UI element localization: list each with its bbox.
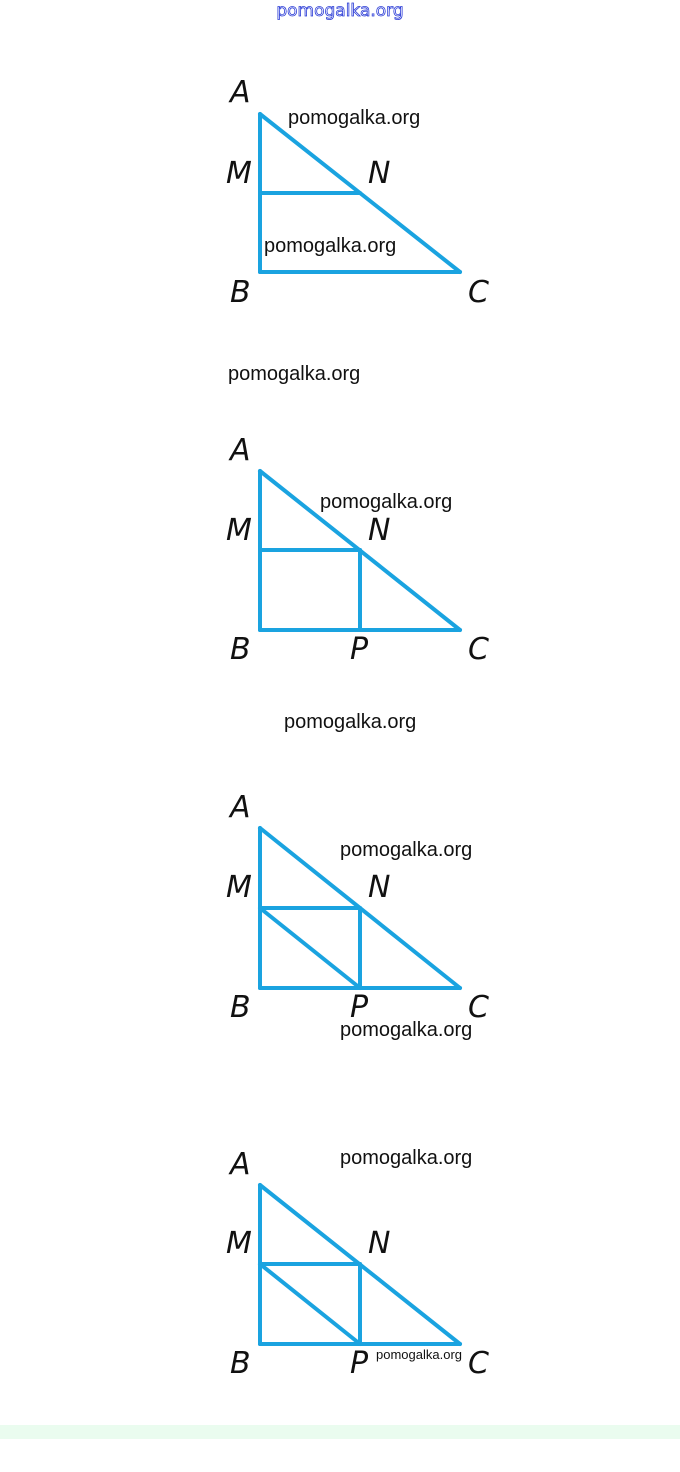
site-watermark: pomogalka.org	[276, 1, 404, 21]
vertex-label-a: A	[230, 75, 251, 110]
vertex-label-n: N	[368, 870, 391, 905]
segment-mp	[260, 1264, 360, 1344]
figure-3-drawing	[0, 785, 680, 1115]
vertex-label-c: C	[468, 632, 489, 667]
vertex-label-c: C	[468, 1346, 489, 1381]
vertex-label-b: B	[230, 275, 251, 310]
watermark: pomogalka.org	[340, 839, 473, 861]
vertex-label-m: M	[226, 870, 252, 905]
figure-4	[0, 1142, 680, 1472]
segment-mp	[260, 908, 360, 988]
footer-bar	[0, 1425, 680, 1439]
vertex-label-m: M	[226, 1226, 252, 1261]
vertex-label-a: A	[230, 1147, 251, 1182]
figure-2-drawing	[0, 428, 680, 758]
figure-2	[0, 428, 680, 758]
vertex-label-a: A	[230, 790, 251, 825]
vertex-label-p: P	[350, 1346, 369, 1381]
figure-3	[0, 785, 680, 1115]
vertex-label-p: P	[350, 632, 369, 667]
watermark: pomogalka.org	[376, 1347, 462, 1362]
vertex-label-n: N	[368, 513, 391, 548]
vertex-label-b: B	[230, 1346, 251, 1381]
vertex-label-p: P	[350, 990, 369, 1025]
figure-4-drawing	[0, 1142, 680, 1472]
vertex-label-b: B	[230, 990, 251, 1025]
vertex-label-b: B	[230, 632, 251, 667]
watermark: pomogalka.org	[340, 1147, 473, 1169]
watermark: pomogalka.org	[284, 711, 417, 733]
figure-1	[0, 70, 680, 400]
vertex-label-n: N	[368, 156, 391, 191]
vertex-label-c: C	[468, 990, 489, 1025]
vertex-label-a: A	[230, 433, 251, 468]
vertex-label-n: N	[368, 1226, 391, 1261]
vertex-label-m: M	[226, 156, 252, 191]
watermark: pomogalka.org	[288, 107, 421, 129]
watermark: pomogalka.org	[340, 1019, 473, 1041]
vertex-label-m: M	[226, 513, 252, 548]
watermark: pomogalka.org	[228, 363, 361, 385]
vertex-label-c: C	[468, 275, 489, 310]
watermark: pomogalka.org	[320, 491, 453, 513]
watermark: pomogalka.org	[264, 235, 397, 257]
